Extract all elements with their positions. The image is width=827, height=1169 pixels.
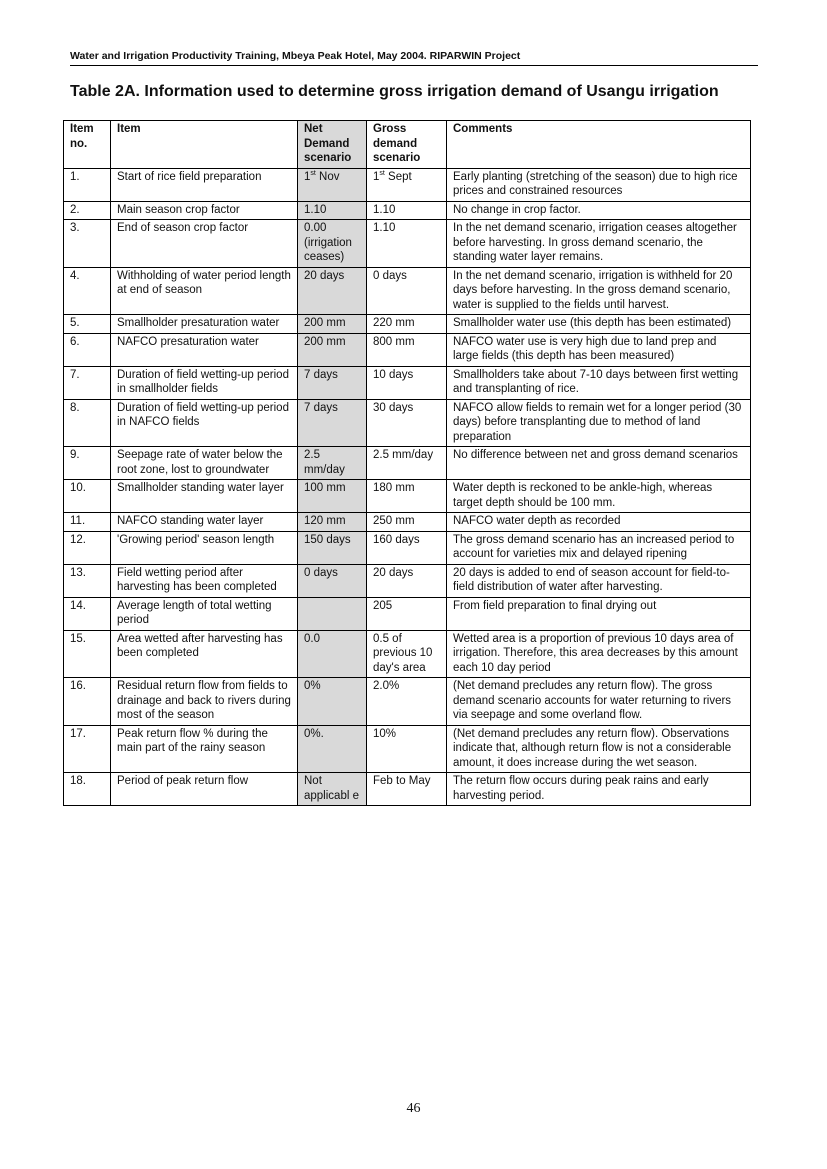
cell-item: Field wetting period after harvesting has been completed [111, 564, 298, 597]
table-row [64, 168, 751, 201]
cell-comment: In the net demand scenario, irrigation is withheld for 20 days before harvesting. In the gross demand scenario, water is supplied to the fields until harvest. [447, 267, 751, 315]
cell-item: Main season crop factor [111, 201, 298, 220]
cell-item: Smallholder standing water layer [111, 480, 298, 513]
cell-net-demand: 120 mm [298, 513, 367, 532]
cell-net-demand: Not applicabl e [298, 773, 367, 806]
cell-net-demand: 150 days [298, 531, 367, 564]
cell-gross-demand: 2.5 mm/day [367, 447, 447, 480]
table-row [64, 399, 751, 447]
cell-net-demand-value: 1 [304, 170, 311, 183]
cell-item-no: 9. [64, 447, 111, 480]
cell-net-demand: 0% [298, 678, 367, 726]
cell-item: Area wetted after harvesting has been completed [111, 630, 298, 678]
table-row [64, 267, 751, 315]
cell-item: Duration of field wetting-up period in NAFCO fields [111, 399, 298, 447]
cell-comment: The return flow occurs during peak rains and early harvesting period. [447, 773, 751, 806]
cell-item: 'Growing period' season length [111, 531, 298, 564]
cell-item: Withholding of water period length at end of season [111, 267, 298, 315]
table-row [64, 725, 751, 773]
cell-net-demand: 7 days [298, 366, 367, 399]
header-comments: Comments [447, 121, 751, 169]
cell-net-demand: 20 days [298, 267, 367, 315]
cell-gross-demand: 160 days [367, 531, 447, 564]
cell-net-demand: 2.5 mm/day [298, 447, 367, 480]
table-row [64, 366, 751, 399]
cell-item-no: 18. [64, 773, 111, 806]
table-row [64, 315, 751, 334]
cell-gross-demand-ordinal-suffix: st [379, 169, 385, 177]
irrigation-demand-table [63, 120, 751, 806]
cell-item: Start of rice field preparation [111, 168, 298, 201]
cell-gross-demand: 205 [367, 597, 447, 630]
cell-gross-demand: 10% [367, 725, 447, 773]
cell-item: Average length of total wetting period [111, 597, 298, 630]
table-row [64, 630, 751, 678]
cell-item-no: 15. [64, 630, 111, 678]
cell-net-demand: 100 mm [298, 480, 367, 513]
header-item: Item [111, 121, 298, 169]
table-row [64, 773, 751, 806]
table-row [64, 513, 751, 532]
cell-item: NAFCO presaturation water [111, 333, 298, 366]
cell-item-no: 3. [64, 220, 111, 268]
cell-gross-demand: 800 mm [367, 333, 447, 366]
cell-item-no: 8. [64, 399, 111, 447]
cell-comment: Smallholders take about 7-10 days between first wetting and transplanting of rice. [447, 366, 751, 399]
cell-comment: Wetted area is a proportion of previous 10 days area of irrigation. Therefore, this area decreases by this amount each 10 day period [447, 630, 751, 678]
cell-gross-demand: 2.0% [367, 678, 447, 726]
cell-gross-demand: 0 days [367, 267, 447, 315]
cell-comment: (Net demand precludes any return flow). Observations indicate that, although return flow is not a considerable amount, it does increase during the wet season. [447, 725, 751, 773]
cell-net-demand: 7 days [298, 399, 367, 447]
cell-net-demand [298, 597, 367, 630]
cell-comment: 20 days is added to end of season account for field-to-field distribution of water after harvesting. [447, 564, 751, 597]
cell-gross-demand [367, 168, 447, 201]
cell-net-demand: 200 mm [298, 333, 367, 366]
cell-item-no: 16. [64, 678, 111, 726]
cell-gross-demand: 0.5 of previous 10 day's area [367, 630, 447, 678]
cell-item: Duration of field wetting-up period in smallholder fields [111, 366, 298, 399]
cell-gross-demand: Feb to May [367, 773, 447, 806]
cell-item-no: 14. [64, 597, 111, 630]
cell-item-no: 7. [64, 366, 111, 399]
table-header-row [64, 121, 751, 169]
table-row [64, 220, 751, 268]
cell-comment: (Net demand precludes any return flow). The gross demand scenario accounts for water returning to rivers via seepage and some overland flow. [447, 678, 751, 726]
running-header: Water and Irrigation Productivity Training, Mbeya Peak Hotel, May 2004. RIPARWIN Project [70, 50, 758, 66]
cell-comment: NAFCO allow fields to remain wet for a longer period (30 days) before transplanting due to method of land preparation [447, 399, 751, 447]
table-row [64, 564, 751, 597]
header-gross-demand: Gross demand scenario [367, 121, 447, 169]
cell-net-demand: 0.0 [298, 630, 367, 678]
cell-comment: Early planting (stretching of the season) due to high rice prices and constrained resources [447, 168, 751, 201]
cell-item-no: 13. [64, 564, 111, 597]
cell-comment: The gross demand scenario has an increased period to account for varieties mix and delayed ripening [447, 531, 751, 564]
page-number: 46 [406, 1101, 421, 1116]
cell-item-no: 4. [64, 267, 111, 315]
cell-comment: Water depth is reckoned to be ankle-high, whereas target depth should be 100 mm. [447, 480, 751, 513]
cell-gross-demand: 220 mm [367, 315, 447, 334]
cell-item: Seepage rate of water below the root zone, lost to groundwater [111, 447, 298, 480]
cell-net-demand: 0 days [298, 564, 367, 597]
table-row [64, 447, 751, 480]
table-row [64, 333, 751, 366]
cell-item: Residual return flow from fields to drainage and back to rivers during most of the season [111, 678, 298, 726]
cell-item-no: 2. [64, 201, 111, 220]
table-row [64, 597, 751, 630]
cell-comment: No change in crop factor. [447, 201, 751, 220]
cell-item-no: 17. [64, 725, 111, 773]
cell-gross-demand: 10 days [367, 366, 447, 399]
cell-item: NAFCO standing water layer [111, 513, 298, 532]
cell-item: Smallholder presaturation water [111, 315, 298, 334]
cell-net-demand: 200 mm [298, 315, 367, 334]
cell-item-no: 6. [64, 333, 111, 366]
cell-item: End of season crop factor [111, 220, 298, 268]
cell-comment: In the net demand scenario, irrigation ceases altogether before harvesting. In gross demand scenario, the standing water layer remains. [447, 220, 751, 268]
cell-gross-demand-value: 1 [373, 170, 380, 183]
table-row [64, 201, 751, 220]
cell-comment: NAFCO water use is very high due to land prep and large fields (this depth has been measured) [447, 333, 751, 366]
table-title: Table 2A. Information used to determine gross irrigation demand of Usangu irrigation [70, 83, 719, 100]
cell-gross-demand: 1.10 [367, 201, 447, 220]
cell-item-no: 11. [64, 513, 111, 532]
header-item-no: Item no. [64, 121, 111, 169]
cell-item-no: 12. [64, 531, 111, 564]
cell-gross-demand: 250 mm [367, 513, 447, 532]
cell-net-demand-rest: Nov [315, 170, 340, 183]
table-body [64, 168, 751, 806]
cell-comment: From field preparation to final drying out [447, 597, 751, 630]
cell-item: Peak return flow % during the main part of the rainy season [111, 725, 298, 773]
cell-comment: No difference between net and gross demand scenarios [447, 447, 751, 480]
cell-comment: NAFCO water depth as recorded [447, 513, 751, 532]
cell-net-demand: 0%. [298, 725, 367, 773]
cell-net-demand: 1.10 [298, 201, 367, 220]
cell-gross-demand: 1.10 [367, 220, 447, 268]
cell-gross-demand: 20 days [367, 564, 447, 597]
cell-comment: Smallholder water use (this depth has been estimated) [447, 315, 751, 334]
table-row [64, 678, 751, 726]
cell-gross-demand: 180 mm [367, 480, 447, 513]
cell-item-no: 10. [64, 480, 111, 513]
table-row [64, 531, 751, 564]
header-net-demand: Net Demand scenario [298, 121, 367, 169]
cell-net-demand-ordinal-suffix: st [310, 169, 316, 177]
cell-item: Period of peak return flow [111, 773, 298, 806]
cell-item-no: 1. [64, 168, 111, 201]
table-row [64, 480, 751, 513]
cell-net-demand: 0.00 (irrigation ceases) [298, 220, 367, 268]
cell-item-no: 5. [64, 315, 111, 334]
cell-net-demand [298, 168, 367, 201]
cell-gross-demand-rest: Sept [384, 170, 412, 183]
cell-gross-demand: 30 days [367, 399, 447, 447]
